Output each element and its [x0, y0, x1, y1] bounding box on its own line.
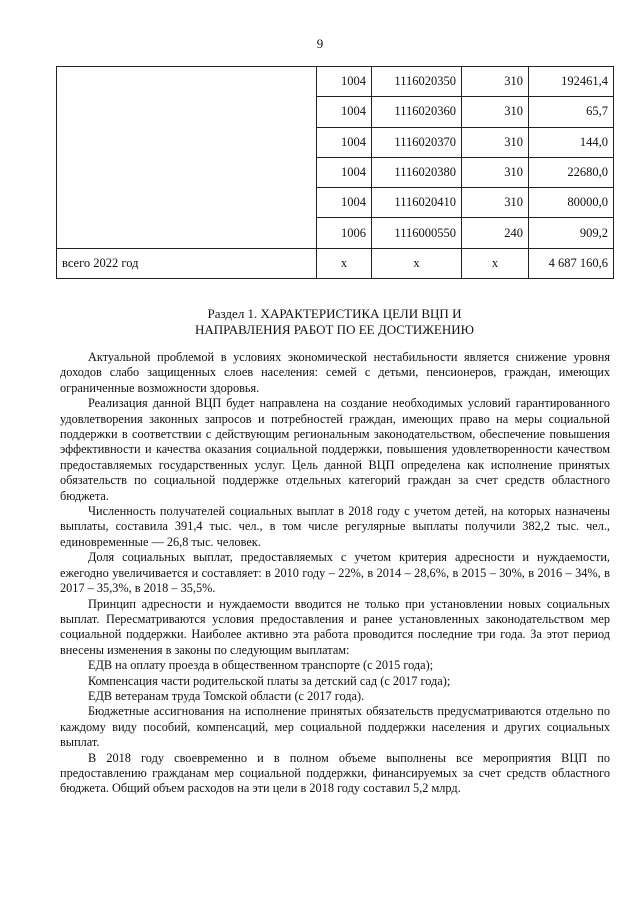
target-code: 1116020370: [372, 127, 462, 157]
row-label-cell: [57, 67, 317, 249]
amount: 22680,0: [529, 157, 614, 187]
expense-type: x: [462, 248, 529, 278]
expense-type: 310: [462, 67, 529, 97]
target-code: x: [372, 248, 462, 278]
amount: 192461,4: [529, 67, 614, 97]
total-label: всего 2022 год: [57, 248, 317, 278]
expense-type: 240: [462, 218, 529, 248]
paragraph: В 2018 году своевременно и в полном объеме выполнены все мероприятия ВЦП по предоставлению гражданам мер социальной поддержки, финансируемых за счет средств областного бюджета. Общий объем расходов на эти цели в 2018 году составил 5,2 млрд.: [60, 750, 610, 796]
target-code: 1116020380: [372, 157, 462, 187]
section-code: 1006: [317, 218, 372, 248]
section-code: 1004: [317, 157, 372, 187]
section-heading: [56, 306, 613, 337]
paragraph: Доля социальных выплат, предоставляемых с учетом критерия адресности и нуждаемости, ежегодно увеличивается и составляет: в 2010 году – 22%, в 2014 – 28,6%, в 2015 – 30%, в 2016 – 34%, в 2017 – 35,3%, в 2018 – 35,5%.: [60, 550, 610, 596]
paragraph: Численность получателей социальных выплат в 2018 году с учетом детей, на которых назначены выплаты, составила 391,4 тыс. чел., в том числе регулярные выплаты получили 382,2 тыс. чел., единовременные — 26,8 тыс. человек.: [60, 504, 610, 549]
budget-table: [56, 66, 614, 279]
amount: 80000,0: [529, 188, 614, 218]
expense-type: 310: [462, 188, 529, 218]
section-code: 1004: [317, 127, 372, 157]
body-text: [60, 350, 610, 797]
amount: 909,2: [529, 218, 614, 248]
list-item: ЕДВ ветеранам труда Томской области (с 2017 года).: [88, 688, 365, 703]
section-heading-line: Раздел 1. ХАРАКТЕРИСТИКА ЦЕЛИ ВЦП И: [207, 306, 462, 321]
section-code: 1004: [317, 188, 372, 218]
target-code: 1116020360: [372, 97, 462, 127]
total-amount: 4 687 160,6: [529, 248, 614, 278]
amount: 144,0: [529, 127, 614, 157]
table-row: [57, 67, 614, 97]
section-code: 1004: [317, 97, 372, 127]
list-item: Компенсация части родительской платы за детский сад (с 2017 года);: [88, 673, 451, 688]
table-total-row: [57, 248, 614, 278]
target-code: 1116000550: [372, 218, 462, 248]
expense-type: 310: [462, 157, 529, 187]
list-item: ЕДВ на оплату проезда в общественном транспорте (с 2015 года);: [88, 658, 434, 673]
section-heading-line: НАПРАВЛЕНИЯ РАБОТ ПО ЕЕ ДОСТИЖЕНИЮ: [195, 321, 474, 337]
target-code: 1116020410: [372, 188, 462, 218]
paragraph: Актуальной проблемой в условиях экономической нестабильности является снижение уровня доходов слабо защищенных слоев населения: семей с детьми, пенсионеров, граждан, имеющих ограниченные возможности здоровья.: [60, 350, 610, 395]
target-code: 1116020350: [372, 67, 462, 97]
expense-type: 310: [462, 127, 529, 157]
paragraph: Бюджетные ассигнования на исполнение принятых обязательств предусматриваются отдельно по каждому виду пособий, компенсаций, мер социальной поддержки населения и других социальных выплат.: [60, 704, 610, 750]
page-number: 9: [316, 36, 324, 51]
paragraph: Реализация данной ВЦП будет направлена на создание необходимых условий гарантированного удовлетворения законных запросов и потребностей граждан, имеющих право на меры социальной поддержки в соответствии с действующим региональным законодательством, обеспечение повышения эффективности и качества оказания социальной поддержки, повышения удовлетворенности качеством предоставляемых государственных услуг. Цель данной ВЦП определена как исполнение принятых обязательств по социальной поддержке отдельных категорий граждан за счет средств областного бюджета.: [60, 396, 610, 503]
paragraph: Принцип адресности и нуждаемости вводится не только при установлении новых социальных выплат. Пересматриваются условия предоставления и ранее установленных законодательством мер социальной поддержки. Наиболее активно эта работа проводится последние три года. За этот период внесены изменения в законы по следующим выплатам:: [60, 596, 610, 657]
amount: 65,7: [529, 97, 614, 127]
expense-type: 310: [462, 97, 529, 127]
section-code: x: [317, 248, 372, 278]
section-code: 1004: [317, 67, 372, 97]
